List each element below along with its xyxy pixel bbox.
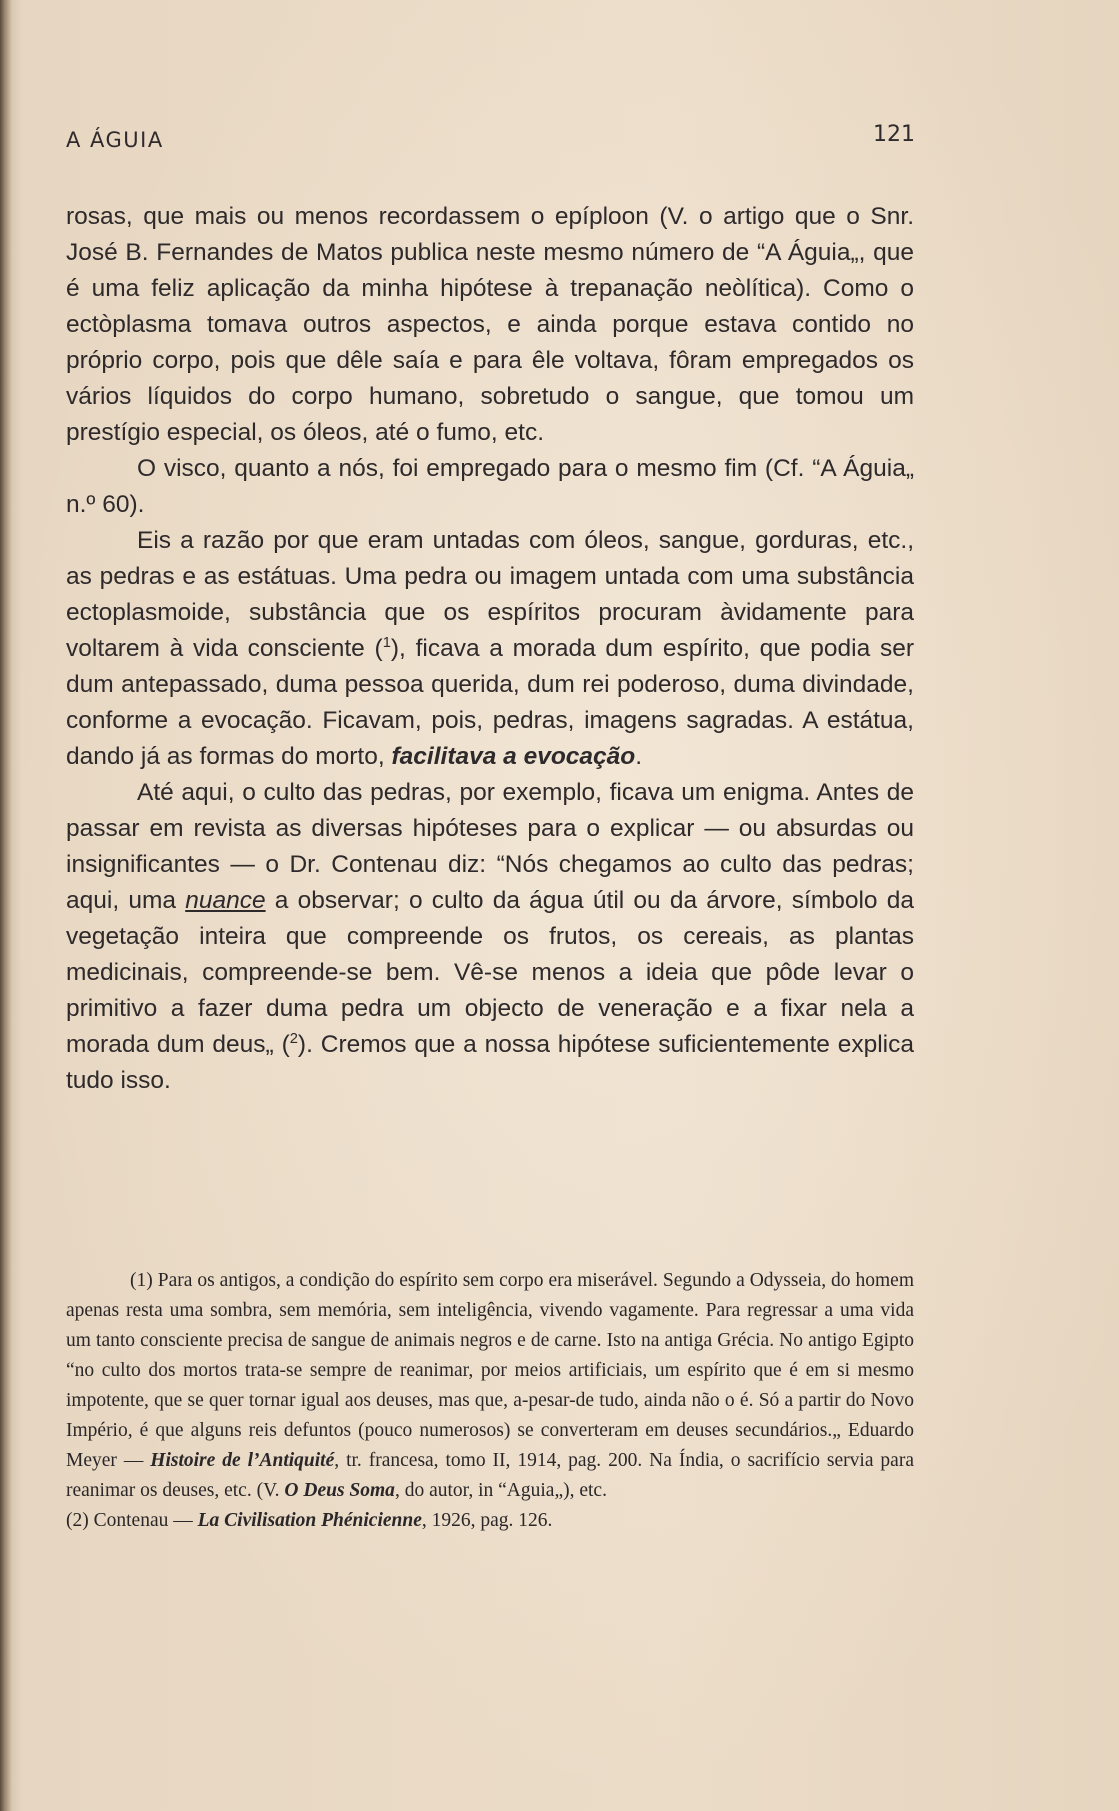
paragraph-3-emphasis: facilitava a evocação bbox=[391, 743, 636, 770]
paragraph-3-text-b: , ficava a morada dum espírito, que podia ser dum antepassado, duma pessoa querida, dum rei poderoso, duma divindade, conforme a evocação. Ficavam, pois, pedras, imagens sagradas. A estátua, dando já as formas do morto, bbox=[66, 635, 914, 770]
paragraph-3: Eis a razão por que eram untadas com óleos, sangue, gorduras, etc., as pedras e as estátuas. Uma pedra ou imagem untada com uma substância ectoplasmoide, substância que os espíritos procuram àvidamente para voltarem à vida consciente ($^1$), ficava a morada dum espírito, que podia ser dum antepassado, duma pessoa querida, dum rei poderoso, duma divindade, conforme a evocação. Ficavam, pois, pedras, imagens sagradas. A estátua, dando já as formas do morto, facilitava a evocação. bbox=[66, 527, 914, 770]
footnote-1-text-c: , do autor, in “Aguia„), etc. bbox=[394, 1480, 607, 1501]
paragraph-4-text-c: . Cremos que a nossa hipótese suficientemente explica tudo isso. bbox=[66, 1031, 914, 1094]
footnote-2-title: La Civilisation Phénicienne bbox=[197, 1510, 422, 1531]
paragraph-1-text: rosas, que mais ou menos recordassem o epíploon (V. o artigo que o Snr. José B. Fernandes de Matos publica neste mesmo número de “A Águia„, que é uma feliz aplicação da minha hipótese à trepanação neòlítica). Como o ectòplasma tomava outros aspectos, e ainda porque estava contido no próprio corpo, pois que dêle saía e para êle voltava, fôram empregados os vários líquidos do corpo humano, sobretudo o sangue, que tomou um prestígio especial, os óleos, até o fumo, etc. bbox=[66, 203, 914, 446]
footnote-2-marker: (2) bbox=[66, 1510, 89, 1531]
main-text bbox=[66, 199, 914, 1099]
footnotes bbox=[66, 1266, 914, 1536]
footnote-2-text-a: Contenau — bbox=[93, 1510, 198, 1531]
paragraph-3-text-a: Eis a razão por que eram untadas com óleos, sangue, gorduras, etc., as pedras e as estátuas. Uma pedra ou imagem untada com uma substância ectoplasmoide, substância que os espíritos procuram àvidamente para voltarem à vida consciente bbox=[66, 527, 914, 662]
footnote-1-text-b: , tr. francesa, tomo II, 1914, pag. 200. Na Índia, o sacrifício servia para reanimar os deuses, etc. (V. bbox=[66, 1450, 914, 1501]
running-head: A ÁGUIA bbox=[66, 128, 164, 152]
paragraph-4-text-a: Até aqui, o culto das pedras, por exemplo, ficava um enigma. Antes de passar em revista as diversas hipóteses para o explicar — ou absurdas ou insignificantes — o Dr. Contenau diz: “Nós chegamos ao culto das pedras; aqui, uma bbox=[66, 779, 914, 914]
footnote-1-text-a: Para os antigos, a condição do espírito sem corpo era miserável. Segundo a Odysseia, do homem apenas resta uma sombra, sem memória, sem inteligência, vivendo vagamente. Para regressar a uma vida um tanto consciente precisa de sangue de animais negros e de carne. Isto na antiga Grécia. No antigo Egipto “no culto dos mortos trata-se sempre de reanimar, por meios artificiais, um espírito que é em si mesmo impotente, que se quer tornar igual aos deuses, mas que, a-pesar-de tudo, ainda não o é. Só a partir do Novo Império, é que alguns reis defuntos (pouco numerosos) se converteram em deuses secundários.„ Eduardo Meyer — bbox=[66, 1270, 914, 1471]
footnote-1-marker: (1) bbox=[130, 1270, 153, 1291]
footnote-2-text-b: , 1926, pag. 126. bbox=[421, 1510, 553, 1531]
footnote-1-title-2: O Deus Soma bbox=[284, 1480, 395, 1501]
footnote-ref-2: 2 bbox=[289, 1030, 298, 1047]
footnote-2 bbox=[66, 1506, 914, 1536]
footnote-1-title-1: Histoire de l’Antiquité bbox=[150, 1450, 335, 1471]
page-number: 121 bbox=[873, 122, 915, 147]
paragraph-3-text-c: . bbox=[635, 743, 643, 770]
footnote-ref-1: 1 bbox=[382, 634, 391, 651]
footnote-1 bbox=[66, 1266, 914, 1506]
paragraph-1 bbox=[66, 199, 914, 451]
paragraph-4: Até aqui, o culto das pedras, por exemplo, ficava um enigma. Antes de passar em revista as diversas hipóteses para o explicar — ou absurdas ou insignificantes — o Dr. Contenau diz: “Nós chegamos ao culto das pedras; aqui, uma nuance a observar; o culto da água útil ou da árvore, símbolo da vegetação inteira que compreende os frutos, os cereais, as plantas medicinais, compreende-se bem. Vê-se menos a ideia que pôde levar o primitivo a fazer duma pedra um objecto de veneração e a fixar nela a morada dum deus„ ($^2$). Cremos que a nossa hipótese suficientemente explica tudo isso. bbox=[66, 779, 914, 1094]
paragraph-2 bbox=[66, 451, 914, 523]
paragraph-4-text-b: a observar; o culto da água útil ou da árvore, símbolo da vegetação inteira que compreende os frutos, os cereais, as plantas medicinais, compreende-se bem. Vê-se menos a ideia que pôde levar o primitivo a fazer duma pedra um objecto de veneração e a fixar nela a morada dum deus„ bbox=[66, 887, 914, 1058]
paragraph-2-text: O visco, quanto a nós, foi empregado para o mesmo fim (Cf. “A Águia„ n.º 60). bbox=[66, 455, 914, 518]
paragraph-4-emphasis: nuance bbox=[185, 887, 266, 914]
page-header bbox=[66, 122, 915, 162]
